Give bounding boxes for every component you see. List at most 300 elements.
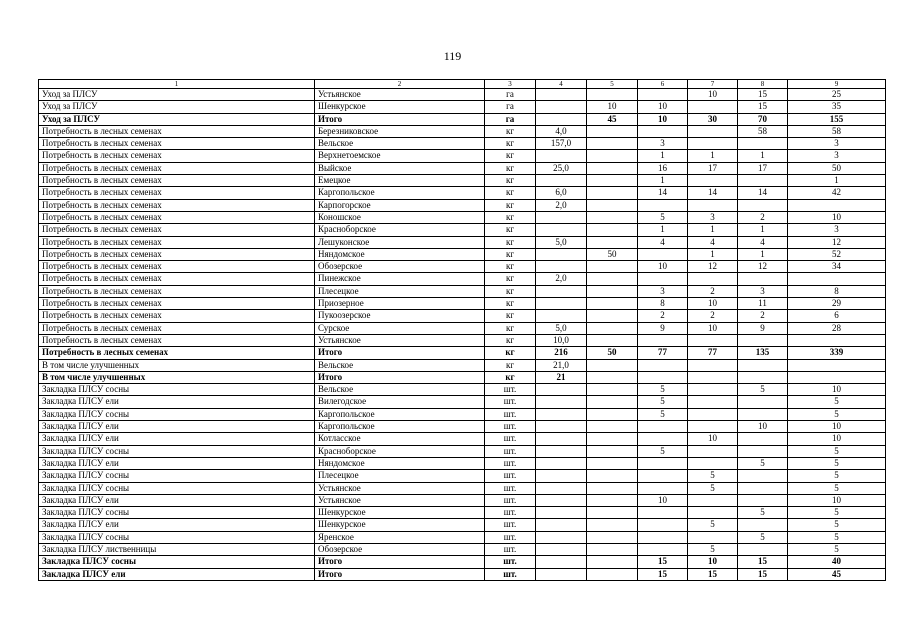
table-cell: 5 [638, 408, 688, 420]
table-cell: Устьянское [315, 334, 485, 346]
table-cell [587, 408, 638, 420]
table-cell: 5 [788, 457, 886, 469]
table-cell: Закладка ПЛСУ сосны [39, 556, 315, 568]
table-cell: кг [485, 359, 536, 371]
table-cell: 1 [738, 248, 788, 260]
table-cell [738, 396, 788, 408]
table-cell [587, 310, 638, 322]
table-cell [688, 359, 738, 371]
table-cell: 15 [638, 568, 688, 580]
table-cell: Закладка ПЛСУ ели [39, 519, 315, 531]
table-row [39, 101, 886, 113]
table-cell: 50 [587, 347, 638, 359]
table-row [39, 371, 886, 383]
table-row [39, 347, 886, 359]
table-row [39, 334, 886, 346]
table-cell: Карпогорское [315, 199, 485, 211]
table-cell: 10 [788, 421, 886, 433]
table-row [39, 199, 886, 211]
table-row [39, 568, 886, 580]
table-cell [738, 199, 788, 211]
table-cell: Лешуконское [315, 236, 485, 248]
table-cell: Котласское [315, 433, 485, 445]
table-cell: шт. [485, 507, 536, 519]
table-cell: 77 [688, 347, 738, 359]
table-cell: Обозерское [315, 261, 485, 273]
table-cell [688, 334, 738, 346]
table-cell: 16 [638, 162, 688, 174]
table-cell: Потребность в лесных семенах [39, 310, 315, 322]
page-number: 119 [443, 49, 462, 63]
table-row [39, 556, 886, 568]
table-cell: 5 [788, 531, 886, 543]
table-cell: 3 [738, 285, 788, 297]
table-cell: 1 [738, 224, 788, 236]
table-cell [587, 89, 638, 101]
table-cell [587, 519, 638, 531]
table-cell: Няндомское [315, 248, 485, 260]
table-cell: 52 [788, 248, 886, 260]
table-cell: шт. [485, 531, 536, 543]
table-cell: Итого [315, 556, 485, 568]
table-cell [738, 519, 788, 531]
table-cell [688, 175, 738, 187]
table-cell: 15 [738, 568, 788, 580]
table-cell [587, 556, 638, 568]
table-cell: 157,0 [536, 138, 587, 150]
table-row [39, 261, 886, 273]
table-cell [587, 334, 638, 346]
table-cell: 3 [788, 224, 886, 236]
table-cell [638, 482, 688, 494]
table-cell: 8 [788, 285, 886, 297]
table-row [39, 384, 886, 396]
column-header: 2 [315, 80, 485, 89]
table-cell [536, 531, 587, 543]
table-cell: кг [485, 187, 536, 199]
table-cell: Вельское [315, 138, 485, 150]
table-cell [688, 494, 738, 506]
table-cell: Закладка ПЛСУ сосны [39, 384, 315, 396]
table-cell: 45 [587, 113, 638, 125]
table-cell: 11 [738, 298, 788, 310]
table-cell: 25,0 [536, 162, 587, 174]
table-cell [536, 101, 587, 113]
table-cell [536, 519, 587, 531]
table-cell: Каргопольское [315, 408, 485, 420]
table-cell [688, 421, 738, 433]
table-cell: 15 [638, 556, 688, 568]
table-cell [587, 187, 638, 199]
table-cell: 10 [638, 101, 688, 113]
table-cell: 3 [638, 285, 688, 297]
table-cell: 5 [788, 507, 886, 519]
table-cell [587, 494, 638, 506]
column-header: 3 [485, 80, 536, 89]
table-cell: 1 [638, 150, 688, 162]
table-cell [738, 175, 788, 187]
table-cell: Устьянское [315, 89, 485, 101]
table-cell: Красноборское [315, 445, 485, 457]
table-cell: Закладка ПЛСУ ели [39, 421, 315, 433]
table-cell [788, 359, 886, 371]
table-cell: Потребность в лесных семенах [39, 248, 315, 260]
table-row [39, 248, 886, 260]
table-cell: шт. [485, 556, 536, 568]
table-cell: Коношское [315, 211, 485, 223]
table-cell: кг [485, 261, 536, 273]
table-cell: шт. [485, 494, 536, 506]
table-cell: 1 [738, 150, 788, 162]
table-cell: Вельское [315, 359, 485, 371]
table-cell: 50 [587, 248, 638, 260]
table-cell: 2 [738, 310, 788, 322]
table-cell [587, 445, 638, 457]
table-cell [688, 396, 738, 408]
table-cell: Шенкурское [315, 101, 485, 113]
table-cell: Плесецкое [315, 470, 485, 482]
table-cell: Пинежское [315, 273, 485, 285]
table-row [39, 433, 886, 445]
table-cell: Потребность в лесных семенах [39, 211, 315, 223]
column-header: 7 [688, 80, 738, 89]
table-cell: 17 [688, 162, 738, 174]
table-cell: 10 [688, 89, 738, 101]
table-row [39, 285, 886, 297]
table-cell [587, 507, 638, 519]
column-header: 6 [638, 80, 688, 89]
table-cell: 10,0 [536, 334, 587, 346]
table-cell: Потребность в лесных семенах [39, 261, 315, 273]
table-cell [587, 396, 638, 408]
column-header: 5 [587, 80, 638, 89]
table-cell [587, 457, 638, 469]
table-cell: Закладка ПЛСУ сосны [39, 408, 315, 420]
table-cell: 10 [638, 261, 688, 273]
table-cell: Итого [315, 113, 485, 125]
table-cell: 5 [688, 470, 738, 482]
table-cell [587, 211, 638, 223]
table-cell [587, 543, 638, 555]
table-cell [536, 408, 587, 420]
table-cell: Устьянское [315, 482, 485, 494]
table-cell [536, 421, 587, 433]
table-cell [536, 285, 587, 297]
table-cell: 5 [788, 408, 886, 420]
table-cell [536, 150, 587, 162]
table-row [39, 457, 886, 469]
table-cell: Уход за ПЛСУ [39, 113, 315, 125]
table-row [39, 273, 886, 285]
table-cell: 1 [688, 150, 738, 162]
table-row [39, 543, 886, 555]
table-cell [688, 199, 738, 211]
table-row [39, 236, 886, 248]
table-cell: шт. [485, 445, 536, 457]
table-cell [587, 482, 638, 494]
table-cell: Закладка ПЛСУ сосны [39, 482, 315, 494]
table-cell [638, 359, 688, 371]
table-cell: Потребность в лесных семенах [39, 322, 315, 334]
table-cell [587, 138, 638, 150]
table-cell: Итого [315, 347, 485, 359]
table-row [39, 531, 886, 543]
table-cell: Итого [315, 371, 485, 383]
table-cell: 1 [688, 248, 738, 260]
table-cell: 3 [638, 138, 688, 150]
table-cell [638, 507, 688, 519]
table-cell [738, 470, 788, 482]
table-cell: 1 [638, 224, 688, 236]
table-cell: 15 [688, 568, 738, 580]
table-cell: 29 [788, 298, 886, 310]
table-cell [587, 285, 638, 297]
table-cell: Обозерское [315, 543, 485, 555]
table-cell [688, 273, 738, 285]
table-cell: 4 [638, 236, 688, 248]
table-cell [638, 89, 688, 101]
table-row [39, 396, 886, 408]
table-cell: 5 [638, 445, 688, 457]
table-cell: 2,0 [536, 273, 587, 285]
table-cell: кг [485, 224, 536, 236]
table-cell: шт. [485, 421, 536, 433]
table-cell: Потребность в лесных семенах [39, 224, 315, 236]
table-cell: Потребность в лесных семенах [39, 175, 315, 187]
table-cell [536, 494, 587, 506]
table-cell: 40 [788, 556, 886, 568]
table-cell [536, 175, 587, 187]
table-cell: 5 [638, 396, 688, 408]
table-row [39, 125, 886, 137]
column-header: 1 [39, 80, 315, 89]
table-cell: Каргопольское [315, 421, 485, 433]
table-cell [587, 261, 638, 273]
table-cell: шт. [485, 519, 536, 531]
table-cell: Уход за ПЛСУ [39, 89, 315, 101]
table-cell: Закладка ПЛСУ сосны [39, 507, 315, 519]
table-row [39, 187, 886, 199]
table-cell: 10 [688, 433, 738, 445]
table-cell: Потребность в лесных семенах [39, 125, 315, 137]
table-cell: 3 [788, 150, 886, 162]
table-cell [536, 396, 587, 408]
table-cell: 5 [738, 457, 788, 469]
table-cell [738, 543, 788, 555]
table-cell: Потребность в лесных семенах [39, 334, 315, 346]
table-cell [688, 531, 738, 543]
table-cell: Выйское [315, 162, 485, 174]
table-cell [587, 384, 638, 396]
table-cell [738, 138, 788, 150]
table-cell: 15 [738, 89, 788, 101]
table-cell: 10 [788, 494, 886, 506]
table-cell: 10 [738, 421, 788, 433]
table-cell: 2 [688, 285, 738, 297]
table-cell: Закладка ПЛСУ ели [39, 494, 315, 506]
table-cell: 14 [738, 187, 788, 199]
table-cell: 5 [788, 470, 886, 482]
table-cell [688, 371, 738, 383]
table-cell: Потребность в лесных семенах [39, 150, 315, 162]
table-cell: 9 [638, 322, 688, 334]
table-cell [638, 457, 688, 469]
table-cell: 30 [688, 113, 738, 125]
table-cell: Плесецкое [315, 285, 485, 297]
table-cell: 35 [788, 101, 886, 113]
table-cell: кг [485, 150, 536, 162]
table-cell [788, 199, 886, 211]
table-cell: кг [485, 310, 536, 322]
table-cell: 216 [536, 347, 587, 359]
table-cell: 4,0 [536, 125, 587, 137]
table-cell [788, 273, 886, 285]
table-cell: Потребность в лесных семенах [39, 199, 315, 211]
table-cell: 58 [738, 125, 788, 137]
table-cell [587, 125, 638, 137]
table-cell [738, 482, 788, 494]
table-cell: Няндомское [315, 457, 485, 469]
table-cell [587, 322, 638, 334]
table-cell [638, 248, 688, 260]
table-cell [638, 519, 688, 531]
table-cell [536, 445, 587, 457]
table-cell: 2 [738, 211, 788, 223]
table-cell: шт. [485, 543, 536, 555]
table-cell [536, 224, 587, 236]
table-cell: 2 [688, 310, 738, 322]
table-cell: кг [485, 371, 536, 383]
table-cell: Закладка ПЛСУ лиственницы [39, 543, 315, 555]
table-cell [738, 408, 788, 420]
table-cell: шт. [485, 433, 536, 445]
table-cell [587, 224, 638, 236]
table-cell [536, 211, 587, 223]
table-row [39, 470, 886, 482]
table-row [39, 89, 886, 101]
table-cell: 10 [788, 384, 886, 396]
table-cell: Закладка ПЛСУ ели [39, 457, 315, 469]
column-header: 4 [536, 80, 587, 89]
table-cell: шт. [485, 482, 536, 494]
table-cell [536, 482, 587, 494]
table-cell: га [485, 89, 536, 101]
table-cell: 21 [536, 371, 587, 383]
table-cell: Березниковское [315, 125, 485, 137]
table-cell [638, 334, 688, 346]
table-cell [638, 543, 688, 555]
table-cell: 5 [788, 396, 886, 408]
table-cell: 5 [738, 531, 788, 543]
table-cell: 3 [688, 211, 738, 223]
table-cell [536, 384, 587, 396]
table-cell: 135 [738, 347, 788, 359]
table-cell: 1 [788, 175, 886, 187]
table-row [39, 408, 886, 420]
table-cell [738, 359, 788, 371]
table-cell [738, 371, 788, 383]
table-row [39, 298, 886, 310]
table-cell: Закладка ПЛСУ ели [39, 568, 315, 580]
table-cell: га [485, 101, 536, 113]
table-cell: шт. [485, 470, 536, 482]
table-cell: 5 [738, 507, 788, 519]
table-cell: 5 [688, 519, 738, 531]
table-cell: 15 [738, 556, 788, 568]
table-cell [536, 507, 587, 519]
table-cell: Вилегодское [315, 396, 485, 408]
table-row [39, 175, 886, 187]
table-cell: Яренское [315, 531, 485, 543]
table-cell: Красноборское [315, 224, 485, 236]
table-cell: 5 [638, 384, 688, 396]
table-cell: 5 [788, 519, 886, 531]
table-cell: кг [485, 199, 536, 211]
table-cell [587, 470, 638, 482]
table-cell [536, 89, 587, 101]
table-cell: 5 [738, 384, 788, 396]
header-row [39, 80, 886, 89]
table-cell: 77 [638, 347, 688, 359]
table-row [39, 519, 886, 531]
table-row [39, 507, 886, 519]
table-cell: Потребность в лесных семенах [39, 138, 315, 150]
table-cell: Потребность в лесных семенах [39, 273, 315, 285]
table-cell: 2 [638, 310, 688, 322]
table-cell: 25 [788, 89, 886, 101]
table-cell: 1 [638, 175, 688, 187]
table-cell: 15 [738, 101, 788, 113]
table-cell [688, 125, 738, 137]
table-cell: 5 [788, 445, 886, 457]
table-cell: шт. [485, 384, 536, 396]
table-cell: 5 [638, 211, 688, 223]
table-row [39, 482, 886, 494]
data-table [38, 79, 886, 581]
table-row [39, 211, 886, 223]
table-cell [788, 334, 886, 346]
table-cell [536, 261, 587, 273]
table-cell: Потребность в лесных семенах [39, 285, 315, 297]
table-cell: Потребность в лесных семенах [39, 162, 315, 174]
table-cell [536, 543, 587, 555]
table-cell: Шенкурское [315, 519, 485, 531]
table-cell [788, 371, 886, 383]
table-cell: 21,0 [536, 359, 587, 371]
table-cell: Итого [315, 568, 485, 580]
table-cell [587, 150, 638, 162]
table-cell: 10 [688, 556, 738, 568]
table-cell: кг [485, 236, 536, 248]
table-cell: шт. [485, 457, 536, 469]
table-cell: 5 [688, 482, 738, 494]
table-cell: кг [485, 175, 536, 187]
table-cell: Приозерное [315, 298, 485, 310]
table-cell: 5,0 [536, 236, 587, 248]
table-cell: 1 [688, 224, 738, 236]
table-cell [738, 445, 788, 457]
table-cell: 45 [788, 568, 886, 580]
table-row [39, 113, 886, 125]
table-cell [536, 113, 587, 125]
table-cell: 2,0 [536, 199, 587, 211]
table-cell: 339 [788, 347, 886, 359]
table-cell [738, 334, 788, 346]
table-cell: 5 [788, 482, 886, 494]
table-cell: 10 [788, 433, 886, 445]
column-header: 9 [788, 80, 886, 89]
table-cell [587, 531, 638, 543]
